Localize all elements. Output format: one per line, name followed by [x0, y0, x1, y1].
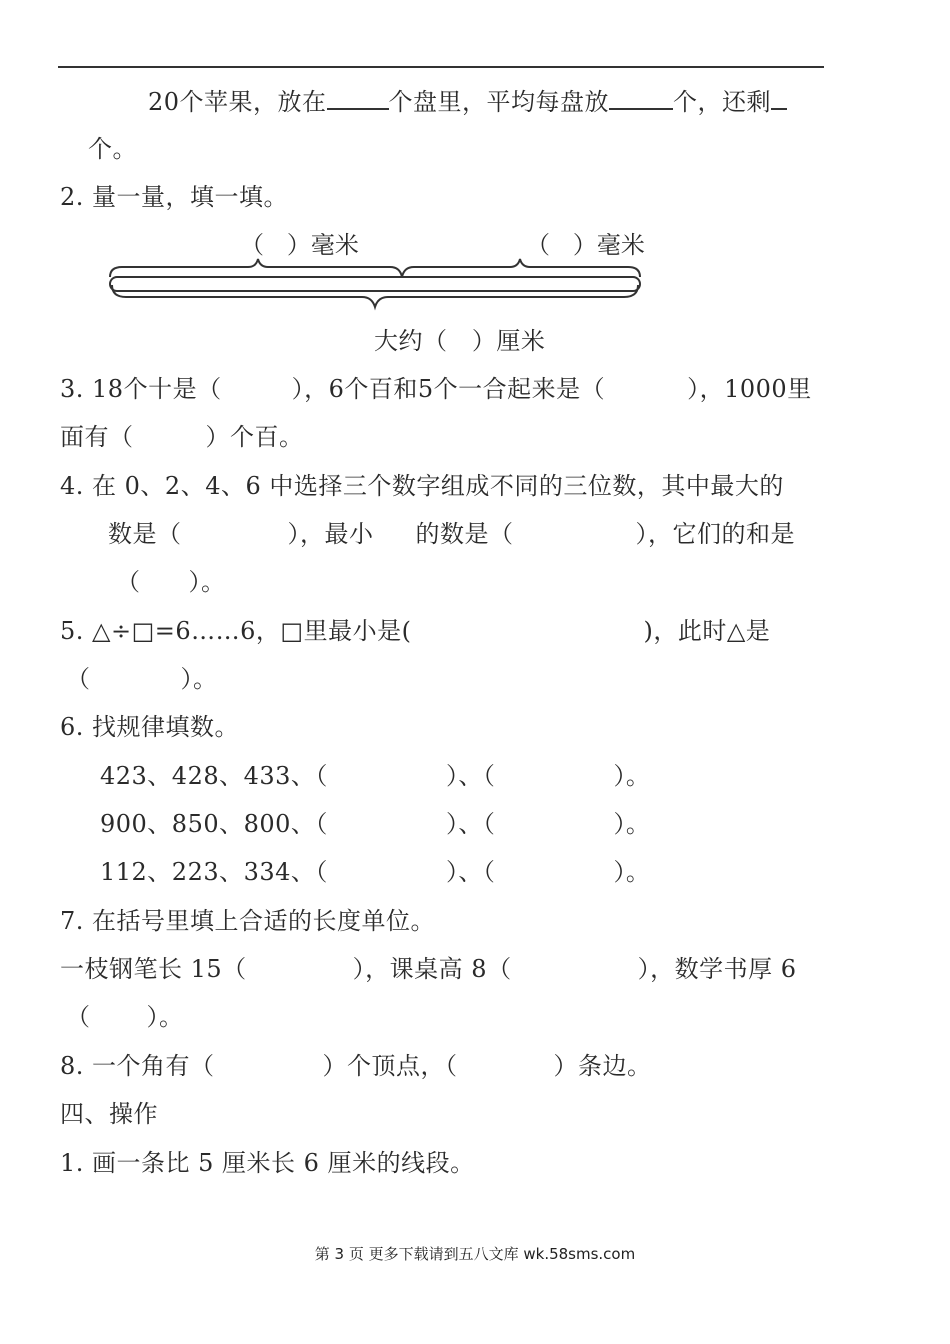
- section-4-title: 四、操作: [60, 1100, 158, 1128]
- q7-text-a: 一枝钢笔长 15（: [60, 955, 247, 983]
- q3-line2: [60, 422, 304, 452]
- q1-line2: 个。: [88, 135, 137, 163]
- q4-text-a: 数是（: [108, 520, 182, 548]
- q6-row-2: [100, 809, 650, 839]
- q6-row-2-end: ）。: [613, 810, 651, 838]
- q6-row-2-seq: 900、850、800、（: [100, 810, 328, 838]
- q4-line3: [116, 567, 226, 597]
- q8-text-c: ）条边。: [553, 1052, 652, 1080]
- q6-row-1-mid: ）、（: [445, 762, 496, 790]
- q8-text-a: 8. 一个角有（: [60, 1052, 215, 1080]
- q6-row-2-mid: ）、（: [445, 810, 496, 838]
- q5-text-b: )，此时△是: [643, 617, 771, 645]
- q5-text-a: 5. △÷□=6……6，□里最小是(: [60, 617, 412, 645]
- bottom-brace: [112, 285, 638, 307]
- q7-title: 7. 在括号里填上合适的长度单位。: [60, 907, 436, 935]
- q4-text-e: （: [116, 568, 141, 596]
- q2-title: 2. 量一量，填一填。: [60, 183, 289, 211]
- q6-row-3-end: ）。: [613, 858, 651, 886]
- q4-line1: 4. 在 0、2、4、6 中选择三个数字组成不同的三位数，其中最大的: [60, 472, 784, 500]
- q4-text-f: ）。: [188, 568, 226, 596]
- measured-segment: [110, 277, 640, 291]
- q6-row-1-seq: 423、428、433、（: [100, 762, 328, 790]
- q2-label-right: （ ）毫米: [526, 231, 645, 259]
- q5-text-c: （: [66, 665, 91, 693]
- q4-text-d: ），它们的和是: [635, 520, 795, 548]
- q3-text-c: ），1000里: [687, 375, 812, 403]
- header-rule: [58, 66, 824, 68]
- q7-line1: [60, 954, 796, 984]
- q5-line1: [60, 616, 770, 646]
- q1-blank-remain[interactable]: [771, 86, 787, 110]
- q7-text-c: ），数学书厚 6: [637, 955, 797, 983]
- q6-title: 6. 找规律填数。: [60, 713, 240, 741]
- brace-diagram: [100, 225, 660, 315]
- q1-text-c: 个，还剩: [673, 88, 772, 116]
- q6-row-1: [100, 761, 650, 791]
- q8-line: [60, 1051, 652, 1081]
- q8-text-b: ）个顶点，（: [322, 1052, 458, 1080]
- q5-text-d: ）。: [180, 665, 218, 693]
- measure-figure: [100, 225, 660, 315]
- q7-text-d: （: [66, 1003, 91, 1031]
- q4-line2: [108, 519, 795, 549]
- top-brace-right: [402, 259, 640, 277]
- q6-row-3-seq: 112、223、334、（: [100, 858, 328, 886]
- page-footer: 第 3 页 更多下载请到五八文库 wk.58sms.com: [314, 1245, 636, 1263]
- q3-text-e: ）个百。: [205, 423, 304, 451]
- q7-text-b: ），课桌高 8（: [352, 955, 512, 983]
- q7-text-e: ）。: [146, 1003, 184, 1031]
- q6-row-3: [100, 857, 650, 887]
- q1-text-a: 20个苹果，放在: [148, 88, 327, 116]
- q6-row-1-end: ）。: [613, 762, 651, 790]
- q6-row-3-mid: ）、（: [445, 858, 496, 886]
- q3-text-d: 面有（: [60, 423, 134, 451]
- q1-line1: [148, 86, 787, 117]
- q1-text-b: 个盘里，平均每盘放: [388, 88, 610, 116]
- q2-label-bottom: 大约（ ）厘米: [374, 327, 546, 355]
- q1-blank-each[interactable]: [609, 86, 673, 110]
- q3-text-b: ），6个百和5个一合起来是（: [291, 375, 606, 403]
- q4-text-b: ），最小: [287, 520, 374, 548]
- q7-line2: [66, 1002, 184, 1032]
- q4-text-c: 的数是（: [415, 520, 514, 548]
- q1-blank-plates[interactable]: [327, 86, 389, 110]
- q2-label-left: （ ）毫米: [240, 231, 359, 259]
- q3-line1: [60, 374, 812, 404]
- top-brace-left: [110, 259, 402, 277]
- q3-text-a: 3. 18个十是（: [60, 375, 222, 403]
- q5-line2: [66, 664, 218, 694]
- section-4-item-1: 1. 画一条比 5 厘米长 6 厘米的线段。: [60, 1149, 475, 1177]
